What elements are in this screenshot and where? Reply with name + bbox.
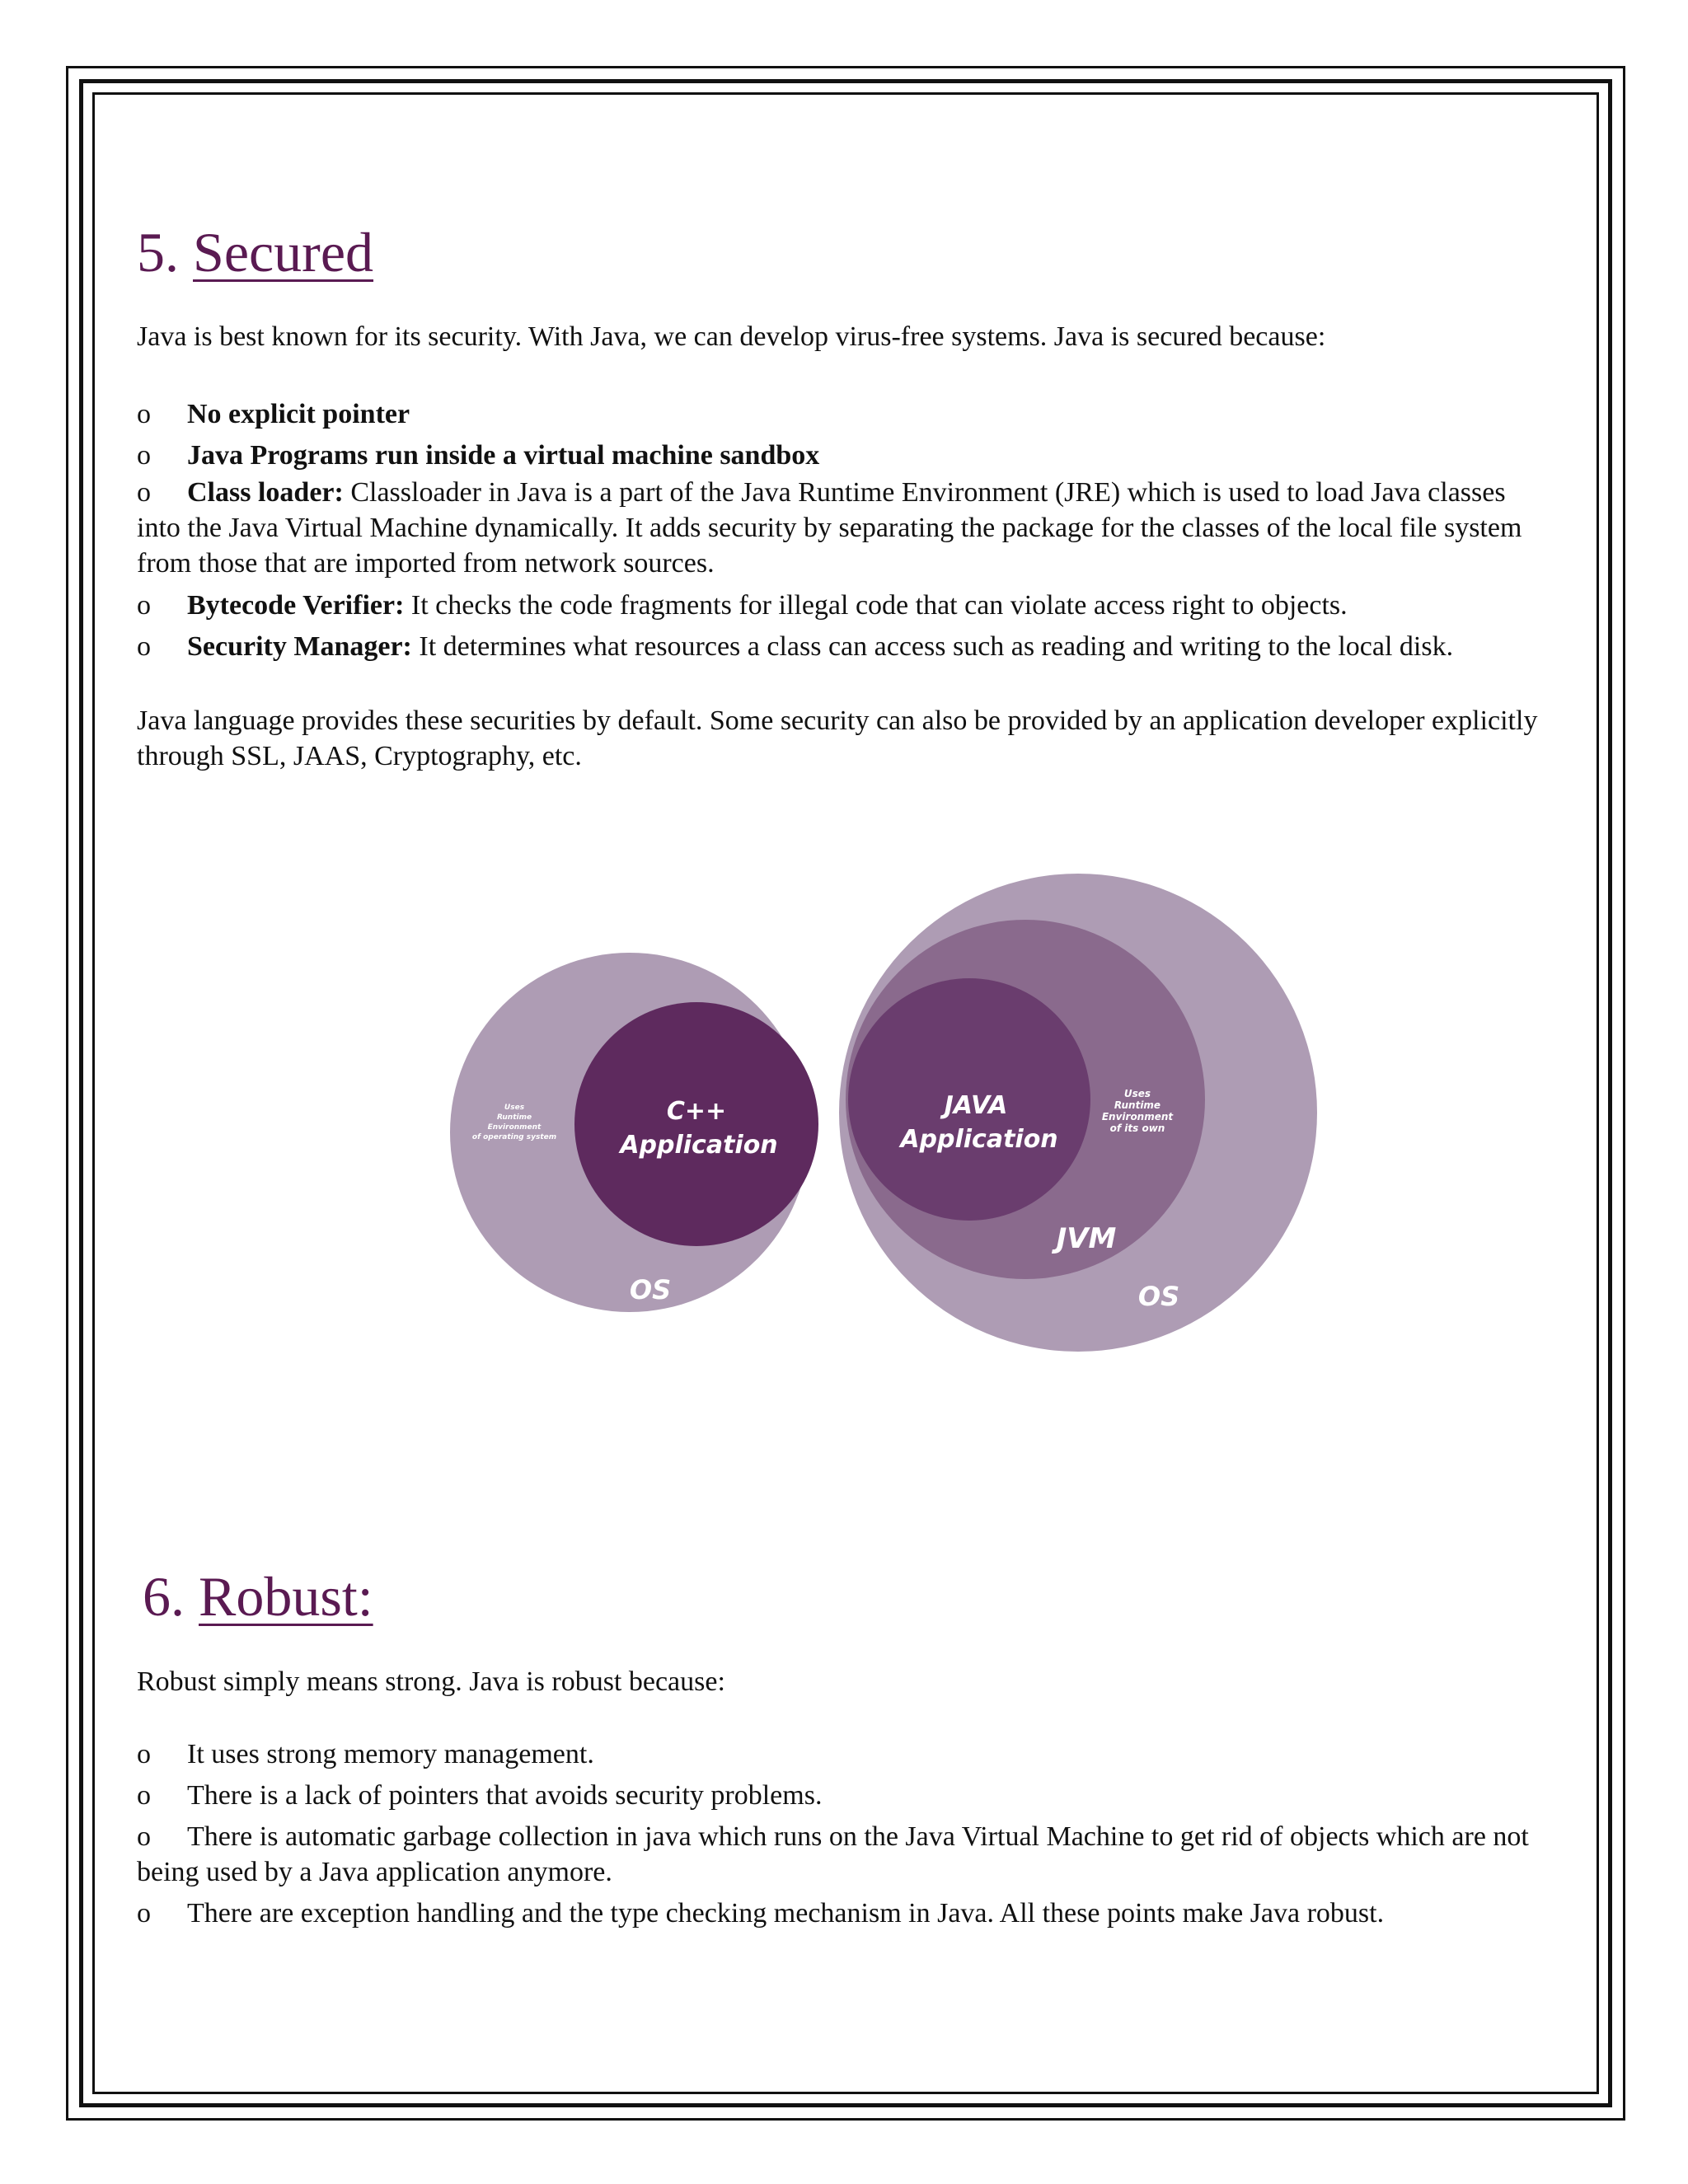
bullet: o bbox=[137, 1898, 151, 1929]
java-note-line2: Runtime bbox=[1114, 1099, 1161, 1111]
item-bold: Java Programs run inside a virtual machine sandbox bbox=[187, 440, 820, 471]
cpp-note-line1: Uses bbox=[504, 1104, 525, 1112]
bullet: o bbox=[137, 631, 151, 662]
section6-item bbox=[137, 1896, 1554, 1931]
java-note-line3: Environment bbox=[1101, 1111, 1174, 1122]
item-text: It checks the code fragments for illegal code that can violate access right to objects. bbox=[404, 590, 1348, 621]
bullet: o bbox=[137, 477, 151, 508]
cpp-note-line3: Environment bbox=[487, 1123, 542, 1132]
cpp-note-line2: Runtime bbox=[496, 1113, 532, 1122]
item-text: There are exception handling and the type checking mechanism in Java. All these points make Java robust. bbox=[187, 1898, 1385, 1929]
bullet: o bbox=[137, 440, 151, 471]
cpp-label-line1: C++ bbox=[666, 1097, 727, 1126]
section6-item bbox=[137, 1819, 1554, 1890]
item-text: It determines what resources a class can access such as reading and writing to the local disk. bbox=[411, 631, 1454, 662]
section5-intro: Java is best known for its security. With Java, we can develop virus-free systems. Java is secured because: bbox=[137, 321, 1326, 352]
jvm-label: JVM bbox=[1056, 1222, 1117, 1255]
java-label-line1: JAVA bbox=[944, 1091, 1008, 1120]
item-bold: Bytecode Verifier: bbox=[187, 590, 405, 621]
section5-item bbox=[137, 588, 1554, 623]
java-os-label: OS bbox=[1137, 1281, 1180, 1312]
java-label-line2: Application bbox=[900, 1125, 1058, 1154]
cpp-label-line2: Application bbox=[620, 1131, 778, 1160]
item-text: It uses strong memory management. bbox=[187, 1739, 594, 1769]
section5-heading bbox=[137, 221, 374, 284]
section5-item bbox=[137, 475, 1554, 581]
cpp-os-label: OS bbox=[629, 1274, 672, 1305]
item-text: There is a lack of pointers that avoids security problems. bbox=[187, 1780, 823, 1811]
java-note-line1: Uses bbox=[1123, 1088, 1151, 1099]
bullet: o bbox=[137, 399, 151, 429]
section6-item bbox=[137, 1736, 1554, 1772]
section6-title: Robust: bbox=[199, 1565, 373, 1628]
bullet: o bbox=[137, 590, 151, 621]
item-text: There is automatic garbage collection in java which runs on the Java Virtual Machine to get rid of objects which are not being used by a Java application anymore. bbox=[137, 1821, 1529, 1887]
item-bold: No explicit pointer bbox=[187, 399, 410, 429]
cpp-note-line4: of operating system bbox=[471, 1133, 557, 1141]
section5-title: Secured bbox=[193, 221, 374, 284]
section6-number: 6. bbox=[143, 1565, 185, 1628]
section5-outro: Java language provides these securities by default. Some security can also be provided by an application developer explicitly through SSL, JAAS, Cryptography, etc. bbox=[137, 705, 1538, 771]
java-note-line4: of its own bbox=[1109, 1122, 1165, 1134]
section5-item bbox=[137, 629, 1554, 664]
bullet: o bbox=[137, 1780, 151, 1811]
bullet: o bbox=[137, 1739, 151, 1769]
section5-number: 5. bbox=[137, 221, 179, 284]
section6-item bbox=[137, 1778, 1554, 1813]
item-bold: Security Manager: bbox=[187, 631, 412, 662]
java-vs-cpp-diagram bbox=[445, 857, 1335, 1368]
section5-item bbox=[137, 438, 1554, 473]
section5-item bbox=[137, 396, 1554, 432]
section6-heading bbox=[143, 1565, 373, 1628]
section6-intro: Robust simply means strong. Java is robust because: bbox=[137, 1666, 725, 1697]
item-text: Classloader in Java is a part of the Java Runtime Environment (JRE) which is used to load Java classes into the Java Virtual Machine dynamically. It adds security by separating the package for the classes of the local file system from those that are imported from network sources. bbox=[137, 477, 1522, 579]
bullet: o bbox=[137, 1821, 151, 1852]
item-bold: Class loader: bbox=[187, 477, 344, 508]
